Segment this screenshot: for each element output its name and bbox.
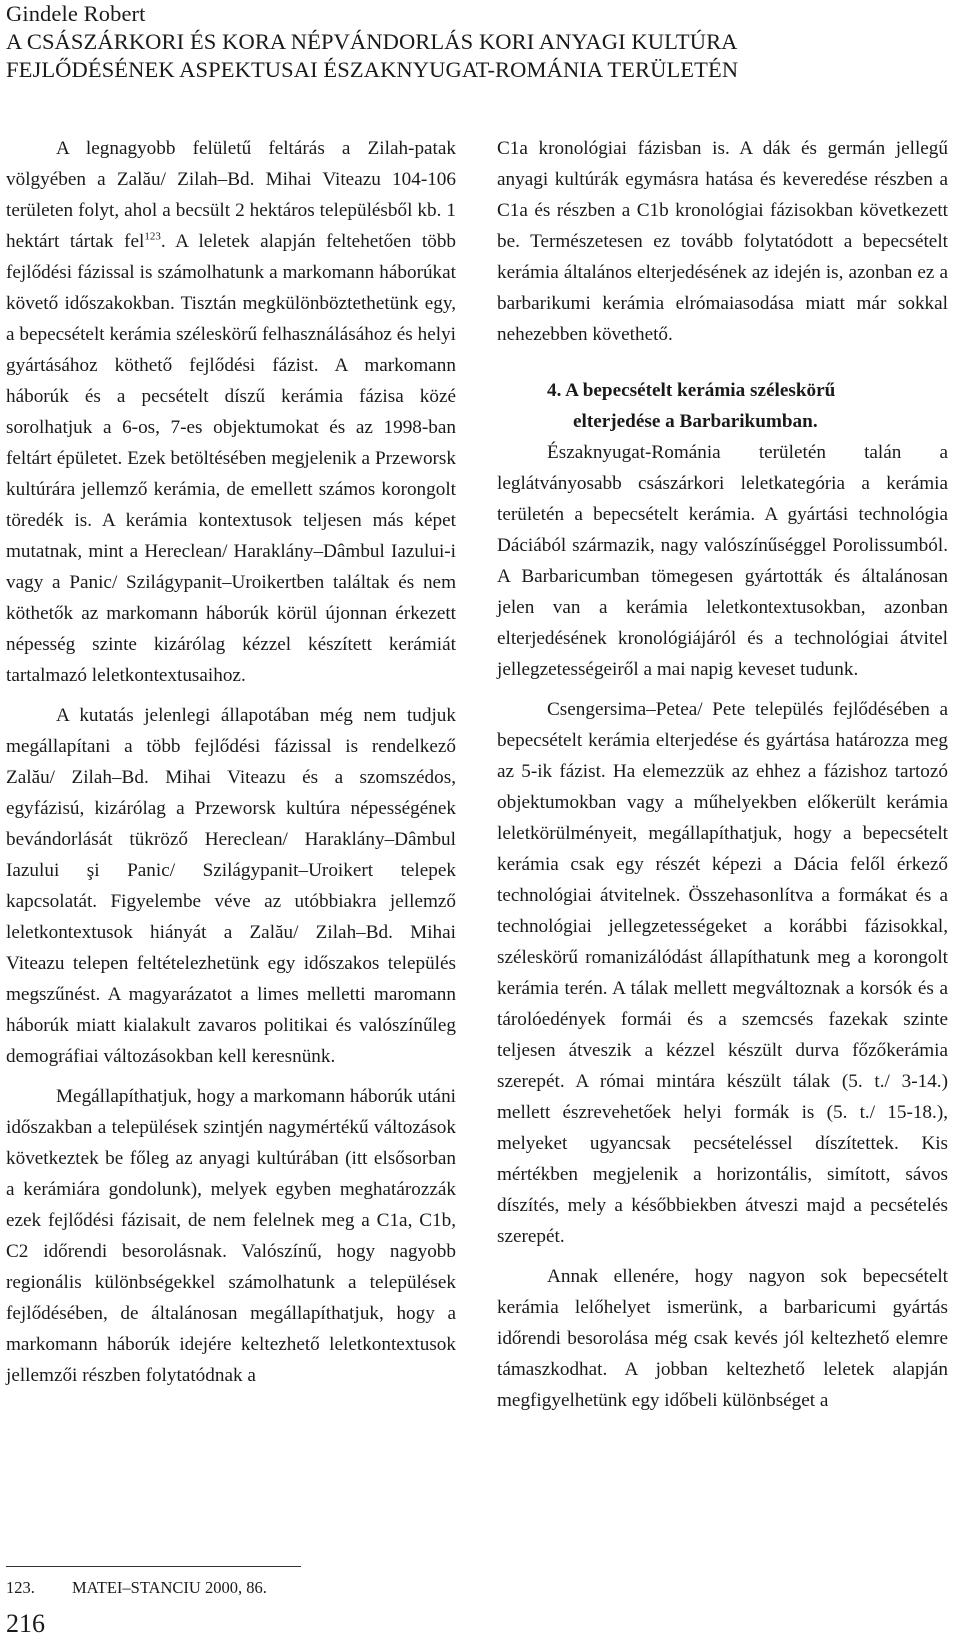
footnote-reference[interactable]: 123 bbox=[144, 230, 161, 243]
footnote-separator bbox=[6, 1566, 301, 1567]
left-paragraph-3: Megállapíthatjuk, hogy a markomann háborúk utáni időszakban a települések szintjén nagymértékű változások következtek be főleg az anyagi kultúrában (itt elsősorban a kerámiára gondolunk), melyek egyben meghatározzák ezek fejlődési fázisait, de nem felelnek meg a C1a, C1b, C2 időrendi besorolásnak. Valószínű, hogy nagyobb regionális különbségekkel számolhatunk a települések fejlődésében, de általánosan megállapíthatjuk, hogy a markomann háborúk idejére keltezhető leletkontextusok jellemzői részben folytatódnak a bbox=[6, 1086, 456, 1386]
running-head bbox=[6, 0, 946, 84]
left-paragraph-1 bbox=[6, 133, 456, 691]
right-paragraph-2: Északnyugat-Románia területén talán a leglátványosabb császárkori leletkategória a kerámia területén a bepecsételt kerámia. A gyártási technológia Dáciából származik, nagy valószínűséggel Porolissumból. A Barbaricumban tömegesen gyártották és általánosan jelen van a kerámia leletkontextusokban, azonban elterjedésének kronológiájáról és a technológiai átvitel jellegzetességeiről a mai napig keveset tudunk. bbox=[497, 442, 948, 680]
left-paragraph-1-text-b: . A leletek alapján feltehetően több fejlődési fázissal is számolhatunk a markomann háborúkat követő időszakokban. Tisztán megkülönböztethetünk egy, a bepecsételt kerámia széleskörű felhasználásához és helyi gyártásához köthető fejlődési fázist. A markomann háborúk és a pecsételt díszű kerámia fázisa közé sorolhatjuk a 6-os, 7-es objektumokat és az 1998-ban feltárt épületet. Ezek betöltésében megjelenik a Przeworsk kultúrára jellemző kerámia, de emellett számos korongolt töredék is. A kerámia kontextusok teljesen más képet mutatnak, mint a Hereclean/ Haraklány–Dâmbul Iazului-i vagy a Panic/ Szilágypanit–Uroikertben találtak és nem köthetők az markomann háborúk körül újonnan érkezett népesség szinte kizárólag kézzel készített kerámiát tartalmazó leletkontextusaihoz. bbox=[6, 231, 457, 686]
footnote-text: MATEI–STANCIU 2000, 86. bbox=[72, 1578, 267, 1597]
left-paragraph-2: A kutatás jelenlegi állapotában még nem tudjuk megállapítani a több fejlődési fázissal is rendelkező Zalău/ Zilah–Bd. Mihai Viteazu és a szomszédos, egyfázisú, kizárólag a Przeworsk kultúra népességének bevándorlását tükröző Hereclean/ Haraklány–Dâmbul Iazului şi Panic/ Szilágypanit–Uroikert telepek kapcsolatát. Figyelembe véve az utóbbiakra jellemző leletkontextusok hiányát a Zalău/ Zilah–Bd. Mihai Viteazu telepen feltételezhetünk egy időszakos település megszűnést. A magyarázatot a limes melletti maromann háborúk miatt kialakult zavaros politikai és valószínűleg demográfiai változásokban kell keresnünk. bbox=[6, 705, 456, 1067]
left-column bbox=[6, 133, 456, 1391]
footnote-number: 123. bbox=[6, 1578, 35, 1597]
page-number: 216 bbox=[6, 1609, 45, 1638]
footnote-item bbox=[6, 1578, 267, 1598]
chapter-title-line-2: FEJLŐDÉSÉNEK ASPEKTUSAI ÉSZAKNYUGAT-ROMÁNIA TERÜLETÉN bbox=[6, 57, 739, 82]
left-paragraph-1-text-a: A legnagyobb felületű feltárás a Zilah-patak völgyében a Zalău/ Zilah–Bd. Mihai Viteazu 104-106 területen folyt, ahol a becsült 2 hektáros településből kb. 1 hektárt tártak fel bbox=[6, 138, 456, 252]
chapter-title-line-1: A CSÁSZÁRKORI ÉS KORA NÉPVÁNDORLÁS KORI ANYAGI KULTÚRA bbox=[6, 29, 738, 54]
right-paragraph-4: Annak ellenére, hogy nagyon sok bepecsételt kerámia lelőhelyet ismerünk, a barbaricumi gyártás időrendi besorolása még csak kevés jól keltezhető elemre támaszkodhat. A jobban keltezhető leletek alapján megfigyelhetünk egy időbeli különbséget a bbox=[497, 1266, 948, 1411]
section-heading-line-1: 4. A bepecsételt kerámia széleskörű bbox=[547, 380, 836, 401]
section-heading bbox=[497, 375, 948, 437]
right-paragraph-3: Csengersima–Petea/ Pete település fejlődésében a bepecsételt kerámia elterjedése és gyártása határozza meg az 5-ik fázist. Ha elemezzük az ehhez a fázishoz tartozó objektumokban vagy a műhelyekben előkerült kerámia leletkörülményeit, megállapíthatjuk, hogy a bepecsételt kerámia csak egy részét képezi a Dácia felől érkező technológiai átvitelnek. Összehasonlítva a formákat és a technológiai jellegzetességeket a korábbi fázisokkal, széleskörű romanizálódást állapíthatunk meg a korongolt kerámia terén. A tálak mellett megváltoznak a korsók és a tárolóedények formái és a szemcsés fazekak szinte teljesen átveszik a kézzel készült durva főzőkerámia szerepét. A római mintára készült tálak (5. t./ 3-14.) mellett észrevehetőek helyi formák is (5. t./ 15-18.), melyeket ugyancsak pecsételéssel díszítettek. Kis mértékben megjelenik a horizontális, simított, sávos díszítés, mely a későbbiekben átveszi majd a pecsételés szerepét. bbox=[497, 699, 948, 1247]
right-column bbox=[497, 133, 948, 1416]
author-name: Gindele Robert bbox=[6, 1, 146, 26]
section-heading-line-2: elterjedése a Barbarikumban. bbox=[573, 411, 818, 432]
right-paragraph-1: C1a kronológiai fázisban is. A dák és germán jellegű anyagi kultúrák egymásra hatása és keveredése részben a C1a és részben a C1b kronológiai fázisokban következett be. Természetesen ez tovább folytatódott a bepecsételt kerámia általános elterjedésének az idején is, azonban ez a barbarikumi kerámia elrómaiasodása miatt már sokkal nehezebben követhető. bbox=[497, 138, 948, 345]
